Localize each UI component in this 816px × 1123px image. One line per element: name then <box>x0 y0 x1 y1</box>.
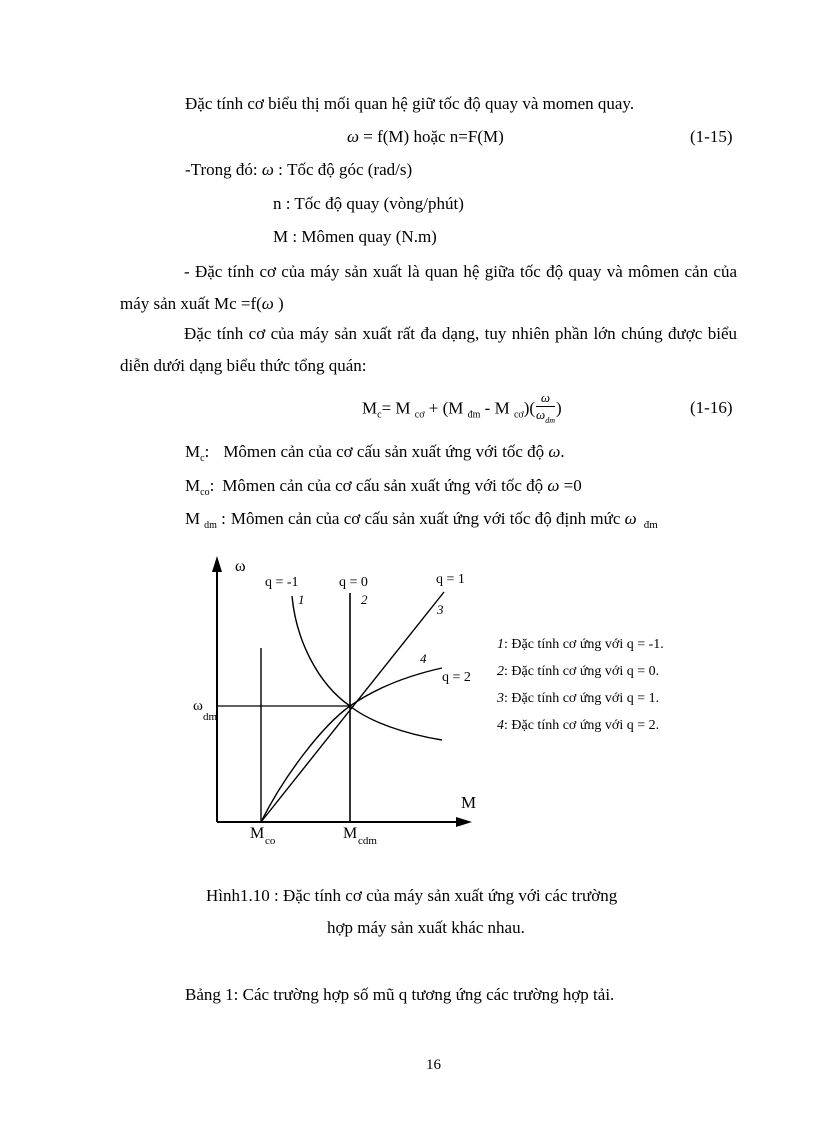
omega-symbol: ω <box>624 509 637 528</box>
where-n-line: n : Tốc độ quay (vòng/phút) <box>273 194 464 213</box>
label-q-2: q = 2 <box>442 670 471 685</box>
den-symbol: ω <box>536 407 546 422</box>
def-tail: . <box>560 442 565 461</box>
figure-legend <box>496 637 664 733</box>
def-sub: co <box>200 487 210 498</box>
eq-term: )( <box>523 398 536 418</box>
eq-term: + (M <box>424 398 468 418</box>
omega-symbol: ω <box>261 160 274 179</box>
equation-number: (1-15) <box>690 127 733 146</box>
def-text: Mômen cản của cơ cấu sản xuất ứng với tốc độ <box>223 442 549 461</box>
where-lead: -Trong đó: <box>185 160 262 179</box>
y-axis-label: ω <box>235 558 246 575</box>
omega-symbol: ω <box>261 294 274 313</box>
eq-term: = M <box>381 398 415 418</box>
def-sub: dm <box>204 520 217 531</box>
intro-text: Đặc tính cơ biểu thị mối quan hệ giữ tốc độ quay và momen quay. <box>185 94 635 113</box>
eq-term: - M <box>480 398 514 418</box>
figure-caption-line1: Hình1.10 : Đặc tính cơ của máy sản xuất ứng với các trường <box>206 886 618 905</box>
legend-item-1: 1: Đặc tính cơ ứng với q = -1. <box>497 637 664 652</box>
equation-rhs: = f(M) hoặc n=F(M) <box>359 127 504 146</box>
eq-term: M <box>362 398 378 418</box>
curve-number-2: 2 <box>361 592 368 607</box>
eq-sub: c <box>377 409 382 421</box>
curve-number-1: 1 <box>298 592 305 607</box>
table-caption: Bảng 1: Các trường hợp số mũ q tương ứng các trường hợp tải. <box>185 985 615 1004</box>
paragraph-general-form: Đặc tính cơ của máy sản xuất rất đa dạng, tuy nhiên phần lớn chúng được biểu diễn dưới dạng biểu thức tổng quán: <box>120 324 737 375</box>
def-sub: c <box>200 453 205 464</box>
def-symbol: M <box>185 442 201 461</box>
eq-sub: cơ <box>414 409 425 421</box>
def-tail: =0 <box>559 476 582 495</box>
def-text: Mômen cản của cơ cấu sản xuất ứng với tốc độ <box>222 476 548 495</box>
page-number: 16 <box>426 1057 441 1073</box>
label-q-minus-1: q = -1 <box>265 575 299 590</box>
den-sub: dm <box>545 416 555 425</box>
omega-symbol: ω <box>547 476 560 495</box>
def-colon: : <box>216 509 226 528</box>
legend-item-4: 4: Đặc tính cơ ứng với q = 2. <box>497 718 660 733</box>
label-q-0: q = 0 <box>339 575 368 590</box>
def-text: Mômen cản của cơ cấu sản xuất ứng với tốc độ định mức <box>230 509 625 528</box>
mco-sub: co <box>265 835 276 847</box>
legend-item-3: 3: Đặc tính cơ ứng với q = 1. <box>497 691 660 706</box>
curve-qm1 <box>292 596 442 740</box>
label-q-1: q = 1 <box>436 572 465 587</box>
fraction-numerator: ω <box>536 390 555 407</box>
x-axis-label: M <box>461 793 477 812</box>
mco-label: M <box>250 825 265 842</box>
mcdm-label: M <box>343 825 358 842</box>
omega-symbol: ω <box>548 442 561 461</box>
omega-description: : Tốc độ góc (rad/s) <box>273 160 413 179</box>
figure-caption-line2: hợp máy sản xuất khác nhau. <box>327 918 525 937</box>
x-axis-arrow <box>456 817 472 827</box>
omega-dm-sub: dm <box>203 711 218 723</box>
paragraph-close: ) <box>273 294 284 313</box>
omega-symbol: ω <box>347 127 360 146</box>
def-symbol: M <box>185 509 201 528</box>
eq-sub: đm <box>467 409 481 421</box>
eq-term: ) <box>555 398 562 418</box>
where-m-line: M : Mômen quay (N.m) <box>273 227 437 246</box>
curve-number-3: 3 <box>437 602 444 617</box>
curve-q2 <box>261 668 442 822</box>
y-axis-arrow <box>212 556 222 572</box>
def-colon: : <box>204 442 210 461</box>
eq-sub: cơ <box>513 409 524 421</box>
curve-q1 <box>261 592 444 822</box>
equation-number: (1-16) <box>690 398 733 417</box>
curve-number-4: 4 <box>420 651 427 666</box>
def-symbol: M <box>185 476 201 495</box>
def-colon: : <box>209 476 215 495</box>
def-tail: đm <box>643 519 658 531</box>
omega-dm-label: ω <box>193 698 203 714</box>
mcdm-sub: cdm <box>358 835 377 847</box>
paragraph-text: - Đặc tính cơ của máy sản xuất là quan hệ giữa tốc độ quay và mômen cản của máy sản xuất Mc =f( <box>120 262 737 313</box>
legend-item-2: 2: Đặc tính cơ ứng với q = 0. <box>497 664 660 679</box>
